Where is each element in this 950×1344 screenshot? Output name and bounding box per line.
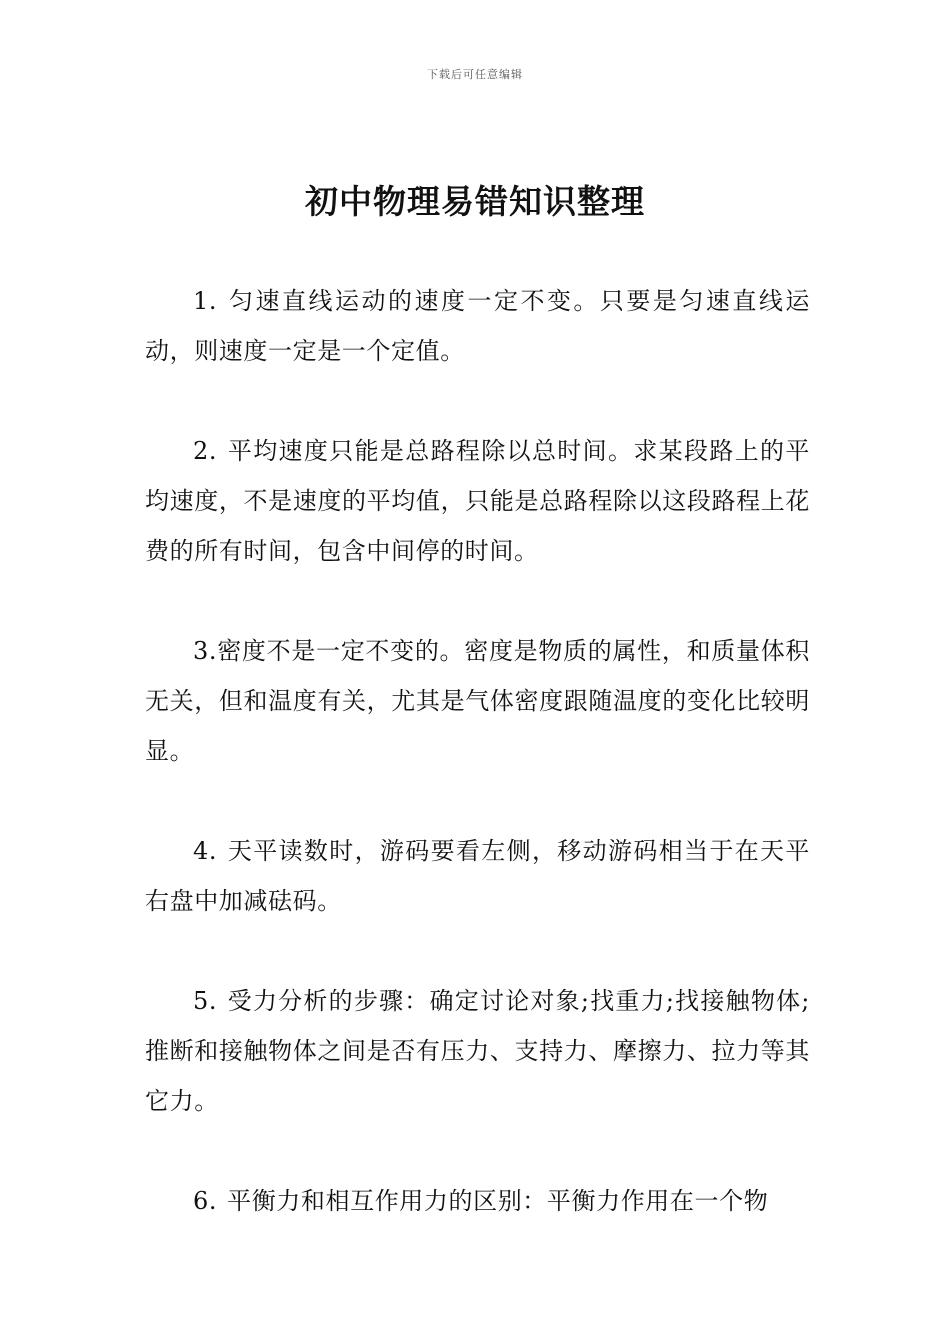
paragraph-1 [145,276,810,376]
paragraph-number: 6. [193,1187,218,1215]
paragraph-4 [145,826,810,926]
paragraph-text: 平均速度只能是总路程除以总时间。求某段路上的平均速度，不是速度的平均值，只能是总路程除以这段路程上花费的所有时间，包含中间停的时间。 [145,437,810,565]
paragraph-number: 2. [193,437,218,465]
paragraph-3 [145,626,810,776]
paragraph-text: 匀速直线运动的速度一定不变。只要是匀速直线运动，则速度一定是一个定值。 [145,287,810,365]
document-body [145,276,810,1276]
paragraph-5 [145,976,810,1126]
header-note: 下载后可任意编辑 [427,68,523,81]
document-title: 初中物理易错知识整理 [305,182,645,221]
paragraph-text: 天平读数时，游码要看左侧，移动游码相当于在天平右盘中加减砝码。 [145,837,810,915]
paragraph-number: 5. [193,987,218,1015]
paragraph-number: 4. [193,837,218,865]
paragraph-number: 3. [193,637,218,665]
paragraph-text: 受力分析的步骤：确定讨论对象;找重力;找接触物体;推断和接触物体之间是否有压力、支持力、摩擦力、拉力等其它力。 [145,987,810,1115]
paragraph-2 [145,426,810,576]
paragraph-text: 密度不是一定不变的。密度是物质的属性，和质量体积无关，但和温度有关，尤其是气体密度跟随温度的变化比较明显。 [145,637,810,765]
paragraph-6 [145,1176,810,1226]
paragraph-text: 平衡力和相互作用力的区别：平衡力作用在一个物 [227,1187,769,1215]
paragraph-number: 1. [193,287,218,315]
